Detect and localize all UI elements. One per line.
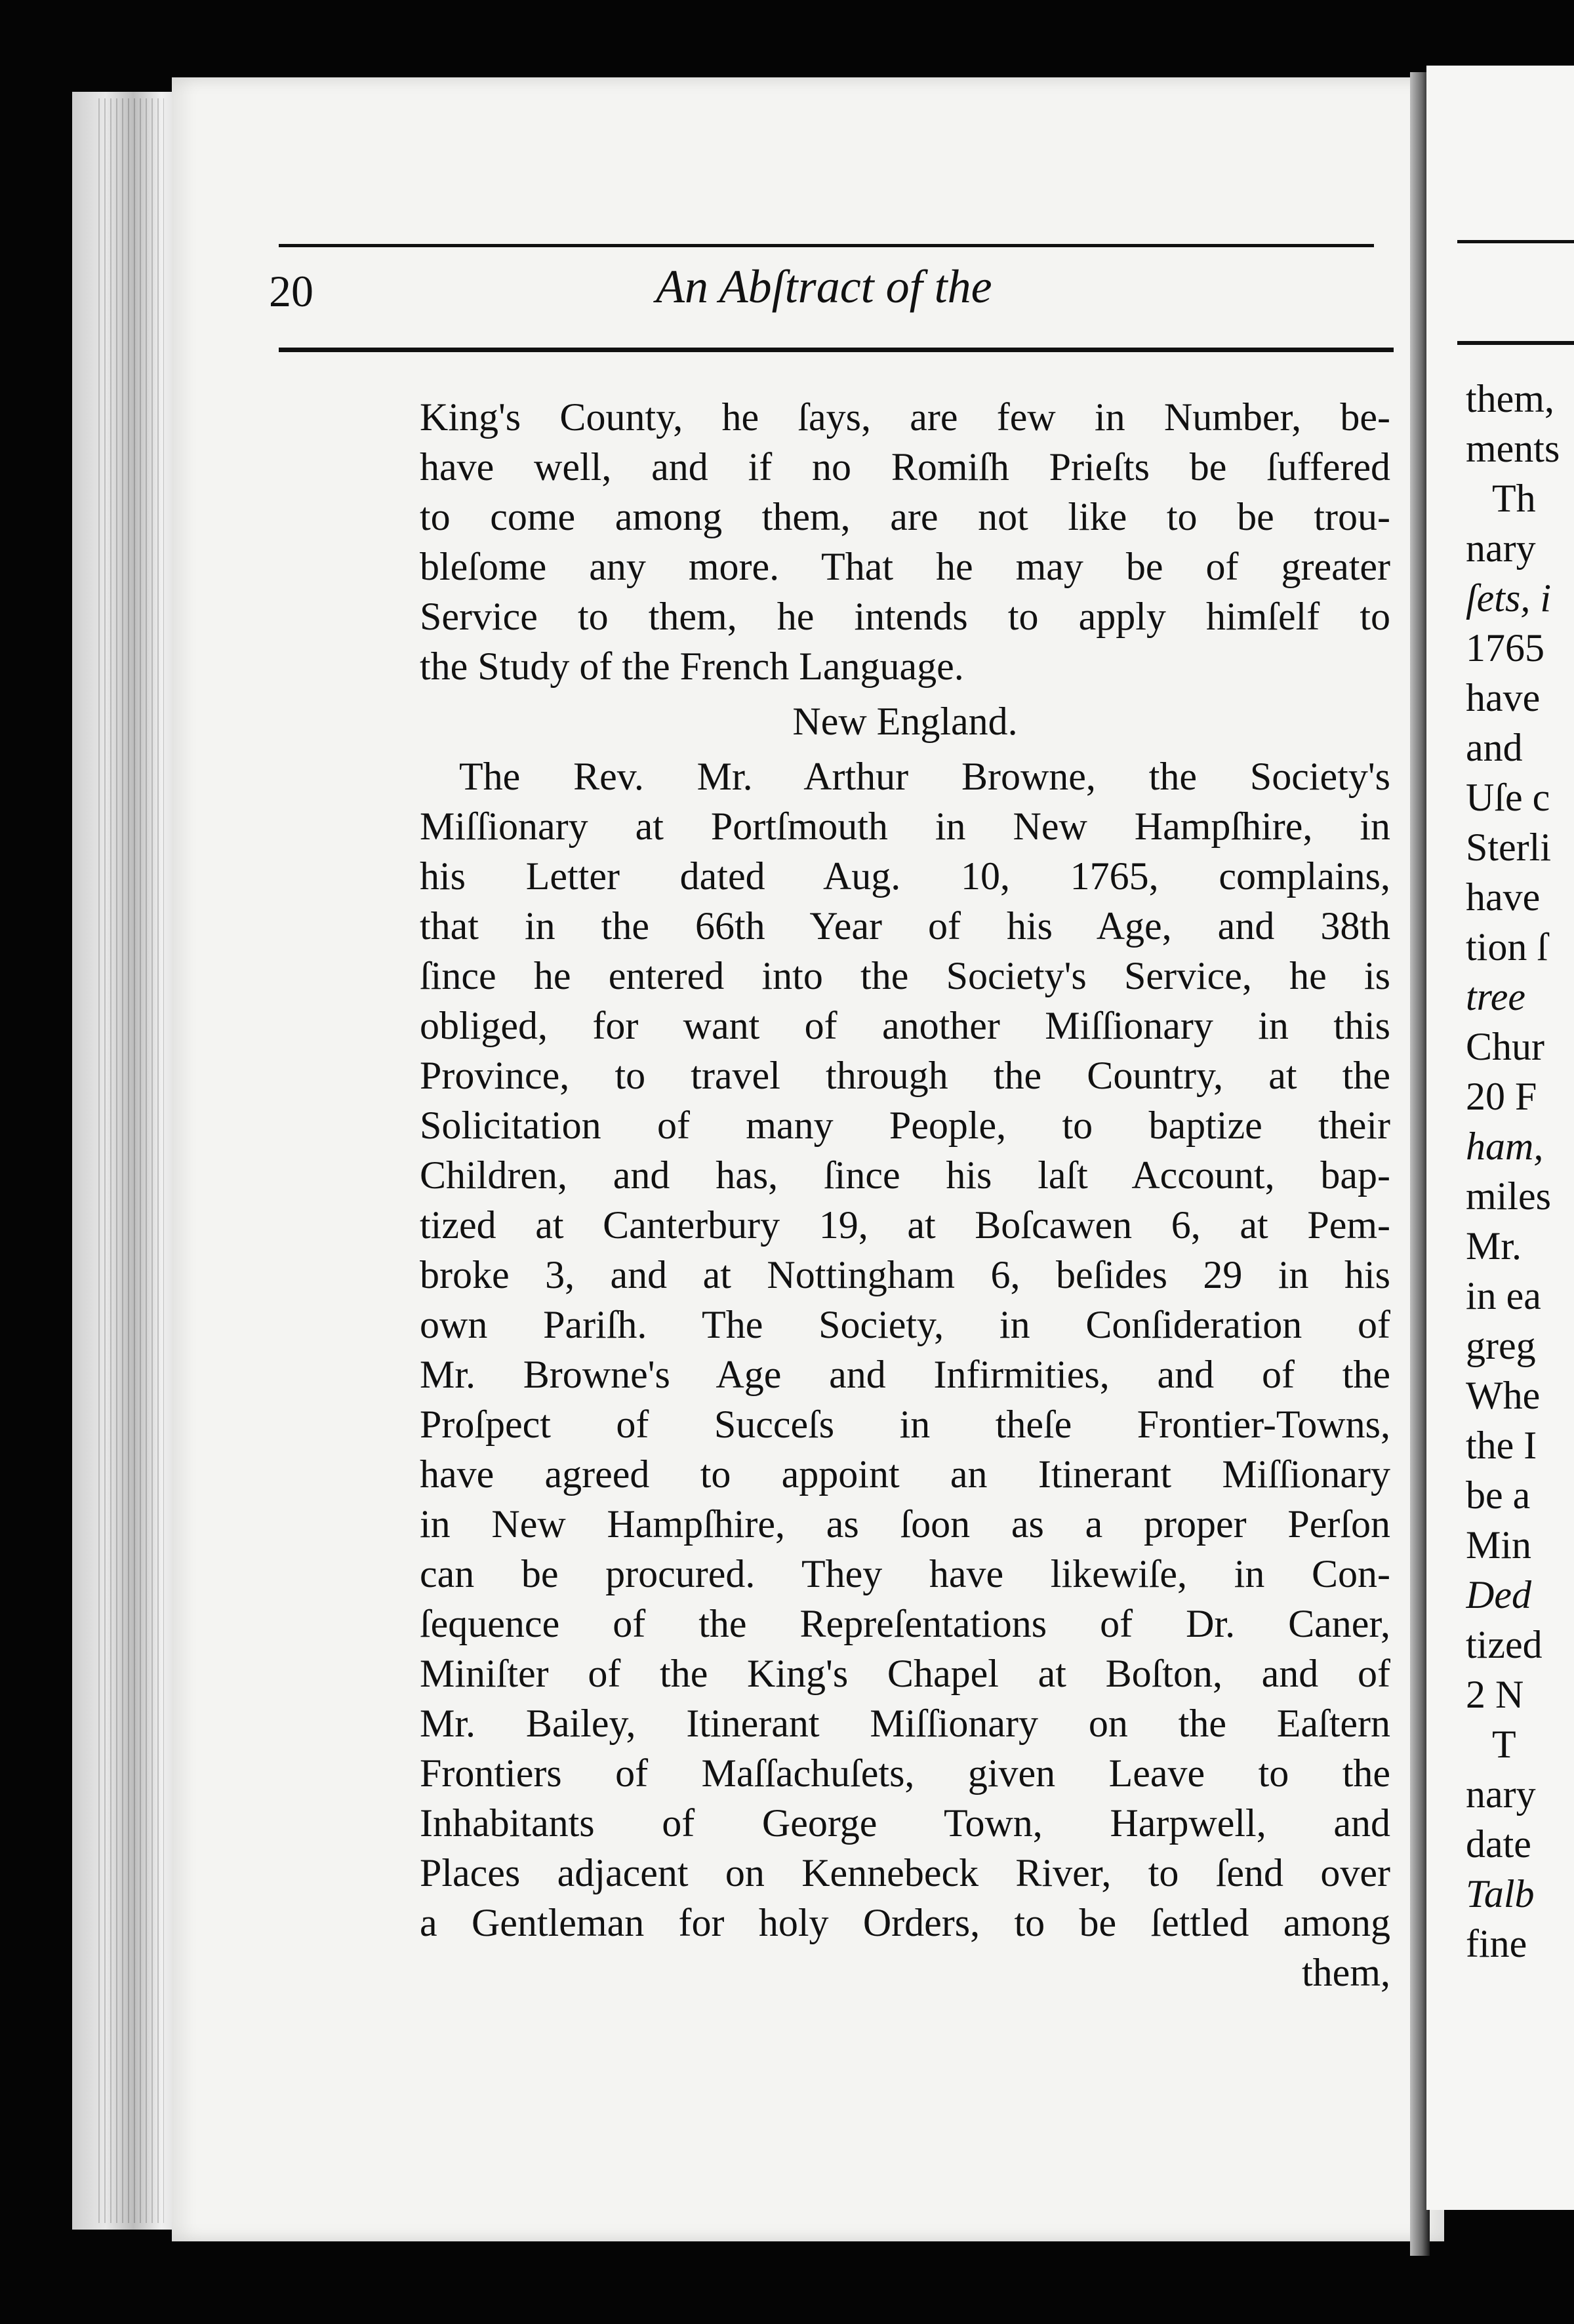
text-line: and — [1466, 726, 1523, 769]
text-line: Children, and has, ſince his laſt Account, bap- — [420, 1153, 1390, 1197]
page-number: 20 — [269, 266, 313, 316]
text-line: a Gentleman for holy Orders, to be ſettled among — [420, 1901, 1390, 1944]
text-line: 20 F — [1466, 1075, 1537, 1118]
text-line: Ded — [1466, 1573, 1531, 1616]
text-line: ſets, i — [1466, 576, 1551, 620]
text-line: have agreed to appoint an Itinerant Miſſionary — [420, 1452, 1390, 1496]
catchword: them, — [1302, 1951, 1390, 1994]
text-line: Inhabitants of George Town, Harpwell, and — [420, 1801, 1390, 1845]
page-edge-stack — [98, 98, 164, 2223]
text-line: Places adjacent on Kennebeck River, to ſend over — [420, 1851, 1390, 1894]
text-line: miles — [1466, 1174, 1551, 1218]
text-line: tree — [1466, 975, 1526, 1018]
text-line: ments — [1466, 427, 1560, 470]
text-line: can be procured. They have likewiſe, in Con- — [420, 1552, 1390, 1595]
text-line: Whe — [1466, 1374, 1541, 1417]
right-page-text — [1466, 374, 1574, 1969]
text-line: own Pariſh. The Society, in Conſideration of — [420, 1303, 1390, 1346]
text-line: tized — [1466, 1623, 1543, 1666]
text-line: Talb — [1466, 1872, 1535, 1915]
right-header-top-rule — [1457, 240, 1574, 243]
text-line: have well, and if no Romiſh Prieſts be ſuffered — [420, 445, 1390, 489]
text-line: broke 3, and at Nottingham 6, beſides 29 in his — [420, 1253, 1390, 1296]
text-line: Chur — [1466, 1025, 1544, 1068]
text-line: 2 N — [1466, 1673, 1524, 1716]
text-line: obliged, for want of another Miſſionary in this — [420, 1004, 1390, 1047]
text-line: the I — [1466, 1424, 1537, 1467]
text-line: nary — [1466, 1773, 1536, 1816]
text-line: that in the 66th Year of his Age, and 38th — [420, 904, 1390, 948]
text-line: in New Hampſhire, as ſoon as a proper Perſon — [420, 1502, 1390, 1546]
header-top-rule — [279, 244, 1374, 247]
text-line: tized at Canterbury 19, at Boſcawen 6, at Pem- — [420, 1203, 1390, 1247]
text-line: the Study of the French Language. — [420, 645, 964, 688]
text-line: tion ſ — [1466, 925, 1548, 969]
text-line: Miſſionary at Portſmouth in New Hampſhire, in — [420, 805, 1390, 848]
text-line: Mr. — [1466, 1224, 1522, 1268]
text-line: his Letter dated Aug. 10, 1765, complains, — [420, 854, 1390, 898]
text-line: Solicitation of many People, to baptize their — [420, 1104, 1390, 1147]
left-page-text — [420, 392, 1390, 1997]
text-line: greg — [1466, 1324, 1536, 1367]
section-heading: New England. — [792, 700, 1018, 743]
text-line: Proſpect of Succeſs in theſe Frontier-Towns, — [420, 1403, 1390, 1446]
text-line: bleſome any more. That he may be of greater — [420, 545, 1390, 588]
text-line: Service to them, he intends to apply himſelf to — [420, 595, 1390, 638]
text-line: 1765 — [1466, 626, 1544, 670]
text-line: ham, — [1466, 1125, 1544, 1168]
text-line: nary — [1466, 527, 1536, 570]
text-line: ſince he entered into the Society's Service, he is — [420, 954, 1390, 997]
text-line: T — [1492, 1723, 1516, 1766]
text-line: them, — [1466, 377, 1554, 420]
text-line: to come among them, are not like to be trou- — [420, 495, 1390, 538]
text-line: be a — [1466, 1473, 1531, 1517]
right-header-bottom-rule — [1457, 341, 1574, 345]
text-line: Province, to travel through the Country, at the — [420, 1054, 1390, 1097]
text-line: fine — [1466, 1922, 1527, 1965]
text-line: King's County, he ſays, are few in Number, be- — [420, 395, 1390, 439]
text-line: The Rev. Mr. Arthur Browne, the Society's — [459, 755, 1390, 798]
text-line: ſequence of the Repreſentations of Dr. Caner, — [420, 1602, 1390, 1645]
text-line: Min — [1466, 1523, 1532, 1567]
text-line: Th — [1492, 477, 1536, 520]
text-line: date — [1466, 1822, 1531, 1866]
text-line: Miniſter of the King's Chapel at Boſton, and of — [420, 1652, 1390, 1695]
header-bottom-rule — [279, 348, 1394, 352]
running-head: An Abſtract of the — [656, 260, 992, 313]
text-line: in ea — [1466, 1274, 1541, 1317]
text-line: Sterli — [1466, 826, 1551, 869]
text-line: Uſe c — [1466, 776, 1550, 819]
text-line: have — [1466, 676, 1541, 719]
text-line: have — [1466, 875, 1541, 919]
text-line: Frontiers of Maſſachuſets, given Leave to the — [420, 1752, 1390, 1795]
text-line: Mr. Browne's Age and Infirmities, and of the — [420, 1353, 1390, 1396]
text-line: Mr. Bailey, Itinerant Miſſionary on the Eaſtern — [420, 1702, 1390, 1745]
